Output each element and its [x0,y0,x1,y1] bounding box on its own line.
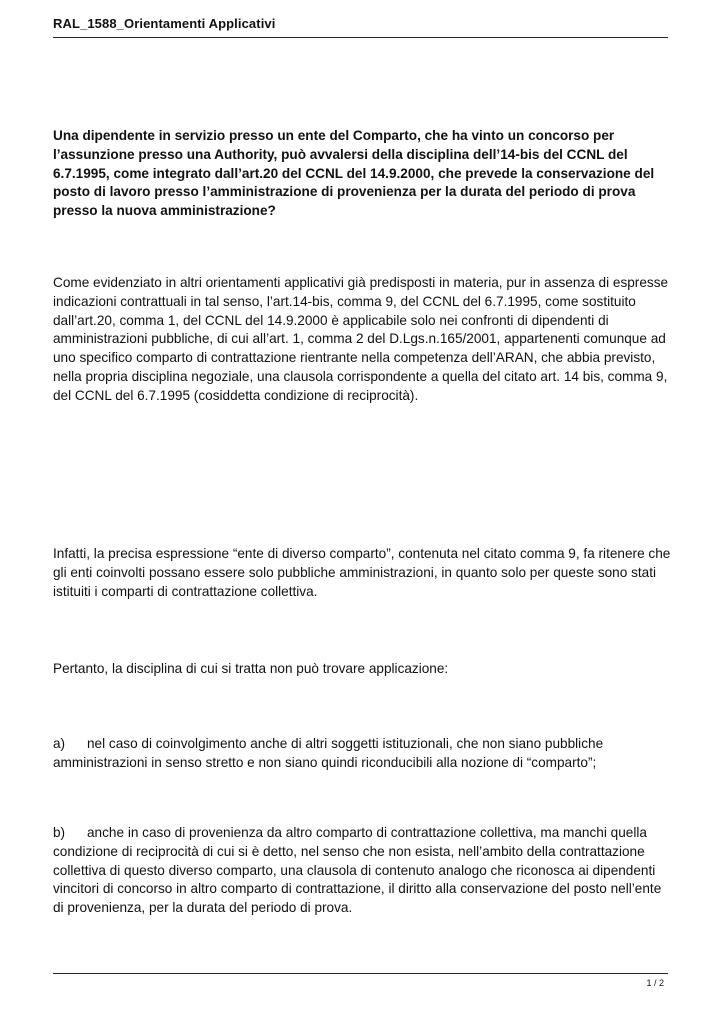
list-item-b [53,824,673,918]
answer-paragraph-3: Pertanto, la disciplina di cui si tratta non può trovare applicazione: [53,661,449,676]
answer-paragraph-2: Infatti, la precisa espressione “ente di diverso comparto”, contenuta nel citato comma 9, fa ritenere che gli enti coinvolti possano essere solo pubbliche amministrazioni, in quanto solo per queste sono stati istituiti i comparti di contrattazione collettiva. [53,546,671,599]
list-item-b-text: anche in caso di provenienza da altro comparto di contrattazione collettiva, ma manchi quella condizione di reciprocità di cui si è detto, nel senso che non esista, nell’ambito della contrattazione collettiva di questo diverso comparto, una clausola di contenuto analogo che riconosca ai dipendenti vincitori di concorso in altro comparto di contrattazione, il diritto alla conservazione del posto nell’ente di provenienza, per la durata del periodo di prova. [53,825,662,916]
document-header-title: RAL_1588_Orientamenti Applicativi [53,16,276,31]
question-paragraph: Una dipendente in servizio presso un ente del Comparto, che ha vinto un concorso per l’assunzione presso una Authority, può avvalersi della disciplina dell’14-bis del CCNL del 6.7.1995, come integrato dall’art.20 del CCNL del 14.9.2000, che prevede la conservazione del posto di lavoro presso l’amministrazione di provenienza per la durata del periodo di prova presso la nuova amministrazione? [53,128,655,219]
list-item-a-text: nel caso di coinvolgimento anche di altri soggetti istituzionali, che non siano pubbliche amministrazioni in senso stretto e non siano quindi riconducibili alla nozione di “comparto”; [53,736,604,770]
list-marker-a: a) [53,736,66,751]
answer-paragraph-1: Come evidenziato in altri orientamenti applicativi già predisposti in materia, pur in assenza di espresse indicazioni contrattuali in tal senso, l’art.14-bis, comma 9, del CCNL del 6.7.1995, come sostituito dall’art.20, comma 1, del CCNL del 14.9.2000 è applicabile solo nei confronti di dipendenti di amministrazioni pubbliche, di cui all’art. 1, comma 2 del D.Lgs.n.165/2001, appartenenti comunque ad uno specifico comparto di contrattazione rientrante nella competenza dell’ARAN, che abbia previsto, nella propria disciplina negoziale, una clausola corrispondente a quella del citato art. 14 bis, comma 9, del CCNL del 6.7.1995 (cosiddetta condizione di reciprocità). [53,275,669,403]
header-divider [53,37,668,38]
list-marker-b: b) [53,825,66,840]
page-number: 1 / 2 [646,978,664,988]
list-item-a [53,735,673,773]
footer-divider [53,973,668,974]
